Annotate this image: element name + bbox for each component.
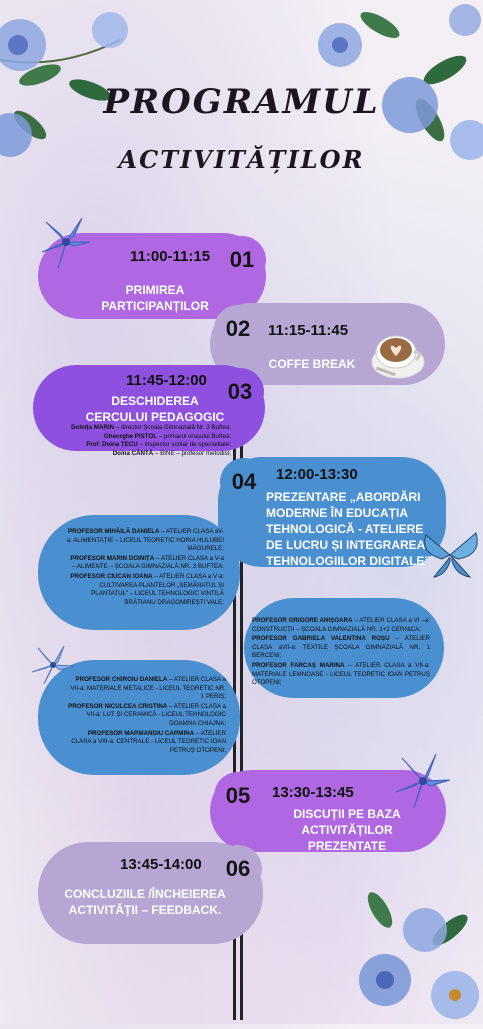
step-caption-06: CONCLUZIILE /ÎNCHEIEREA ACTIVITĂȚII – FEEDBACK.: [64, 887, 226, 917]
step-number-04: 04: [220, 458, 268, 506]
workshop-detail: – ATELIER CLASA a VI –a: CONSTRUCȚII – ȘCOALA GIMNAZIALĂ NR. 1+2 CERNICA;: [252, 617, 430, 633]
workshop-detail: – ATELIER CLASA a VIII-a: CENTRALE - LICEUL TEORETIC IOAN PETRUȘ OTOPENI;: [71, 729, 226, 754]
teacher-name: PROFESOR CHIROIU DANIELA: [75, 676, 168, 683]
workshop-entry: [66, 703, 226, 729]
workshop-list-right-mid: [252, 617, 430, 688]
speaker-role: – director Școala Gimnazială Nr. 3 Buftea;: [114, 424, 231, 431]
step-caption-02: COFFE BREAK: [268, 357, 356, 371]
teacher-name: PROFESOR MARIN DOINIȚA: [70, 554, 155, 562]
workshop-detail: – ATELIER CLASA aVII-a: TEXTILE ȘCOALA GIMNAZIALĂ NR. 1 BERCENI;: [252, 635, 430, 660]
workshop-entry: [66, 676, 226, 702]
blue-flower-icon: [392, 750, 454, 812]
teacher-name: PROFESOR NICULCEA CRISTINA: [68, 702, 168, 710]
workshop-entry: [252, 635, 430, 661]
step-caption-03: DESCHIDEREA CERCULUI PEDAGOGIC: [85, 394, 225, 424]
teacher-name: PROFESOR FARCAȘ MARINA: [252, 661, 345, 669]
step-number-02: 02: [214, 305, 262, 353]
speaker-role: – primarul orașului Buftea;: [157, 432, 231, 440]
speaker-name: Gheorghe PISTOL: [103, 432, 158, 440]
coffee-cup-icon: [370, 322, 430, 384]
teacher-name: PROFESOR GRIGORE ANIȘOARA: [252, 617, 353, 624]
workshop-entry: [66, 555, 224, 572]
flower-icon: [340, 870, 483, 1024]
step-time-03: 11:45-12:00: [126, 372, 207, 389]
workshop-detail: – ATELIER CLASA a VII-a: LUT ȘI CERAMICĂ - LICEUL TEHNOLOGIC DOAMNA CHIAJNA;: [86, 702, 226, 727]
step-number-06: 06: [214, 845, 262, 893]
step-number-05: 05: [214, 772, 262, 820]
blue-flower-icon: [28, 642, 78, 688]
teacher-name: PROFESOR CIUCAN IOANA: [70, 572, 153, 580]
page-title-line1: PROGRAMUL: [103, 82, 380, 122]
step-time-04: 12:00-13:30: [276, 466, 358, 483]
workshop-detail: – ATELIER CLASA a VII-a: MATERIALE LEMNOASE - LICEUL TEORETIC IOAN PETRUȘ OTOPENI;: [252, 661, 430, 687]
speaker-role: – BINE – profesor metodist;: [153, 449, 231, 457]
workshop-entry: [252, 617, 430, 634]
speaker-line: [55, 424, 231, 433]
opening-speakers: [55, 424, 231, 458]
speaker-line: [55, 433, 231, 442]
step-time-01: 11:00-11:15: [130, 248, 211, 265]
workshop-entry: [66, 573, 224, 607]
teacher-name: PROFESOR MIHĂILĂ DANIELA: [68, 528, 160, 535]
workshop-entry: [252, 662, 430, 688]
step-caption-01: PRIMIREA PARTICIPANȚILOR: [101, 283, 209, 313]
workshop-list-left-top: [66, 528, 224, 607]
workshop-entry: [66, 528, 224, 554]
step-time-06: 13:45-14:00: [120, 856, 202, 873]
speaker-line: [55, 441, 231, 450]
speaker-name: Doina CÂNTĂ: [112, 449, 154, 457]
workshop-detail: – ATELIER CLASA aV-a: ALIMENTAȚIE – LICEUL TEORETIC HORIA HULUBEI MĂGURELE;: [66, 528, 224, 553]
teacher-name: PROFESOR GABRIELA VALENTINA ROȘU: [252, 635, 390, 643]
step-caption-04: PREZENTARE „ABORDĂRI MODERNE ÎN EDUCAȚIA TEHNOLOGICĂ - ATELIERE DE LUCRU ȘI INTEGRAREA TEHNOLOGIILOR DIGITALE”: [266, 490, 431, 568]
step-caption-05: DISCUȚII PE BAZA ACTIVITĂȚILOR PREZENTATE: [293, 807, 401, 853]
workshop-list-left-bottom: [66, 676, 226, 755]
speaker-name: Prof. Doina ȚECU: [86, 441, 138, 449]
speaker-name: Doinița MARIN: [71, 424, 115, 431]
butterfly-icon: [420, 525, 483, 585]
bottom-right-flower-decoration: [340, 870, 483, 1024]
teacher-name: PROFESOR MARMANDIU CARMINA: [87, 729, 195, 737]
step-time-05: 13:30-13:45: [272, 784, 354, 801]
step-time-02: 11:15-11:45: [268, 322, 349, 339]
workshop-detail: – ATELIER CLASA a VII-a: MATERIALE METALICE - LICEUL TEORETIC NR. 1 PERIȘ;: [70, 676, 226, 701]
step-number-03: 03: [216, 368, 264, 416]
speaker-role: – inspector școlar de specialitate;: [137, 441, 231, 449]
workshop-detail: – ATELIER CLASA a V-a: CULTIVAREA PLANTELOR „SEMĂNATUL ȘI PLANTATUL” – LICEUL TEHNOLOGIC VINTILĂ BRĂTIANU DRAGOMIREȘTI VALE;: [91, 572, 224, 606]
workshop-entry: [66, 730, 226, 756]
workshop-detail: – ATELIER CLASA a V-a – ALIMENTE – ȘCOALA GIMNAZIALĂ NR. 3 BUFTEA;: [72, 554, 224, 571]
page-title-line2: ACTIVITĂȚILOR: [118, 145, 365, 174]
speaker-line: [55, 450, 231, 459]
blue-flower-icon: [38, 212, 93, 272]
step-number-01: 01: [218, 236, 266, 284]
